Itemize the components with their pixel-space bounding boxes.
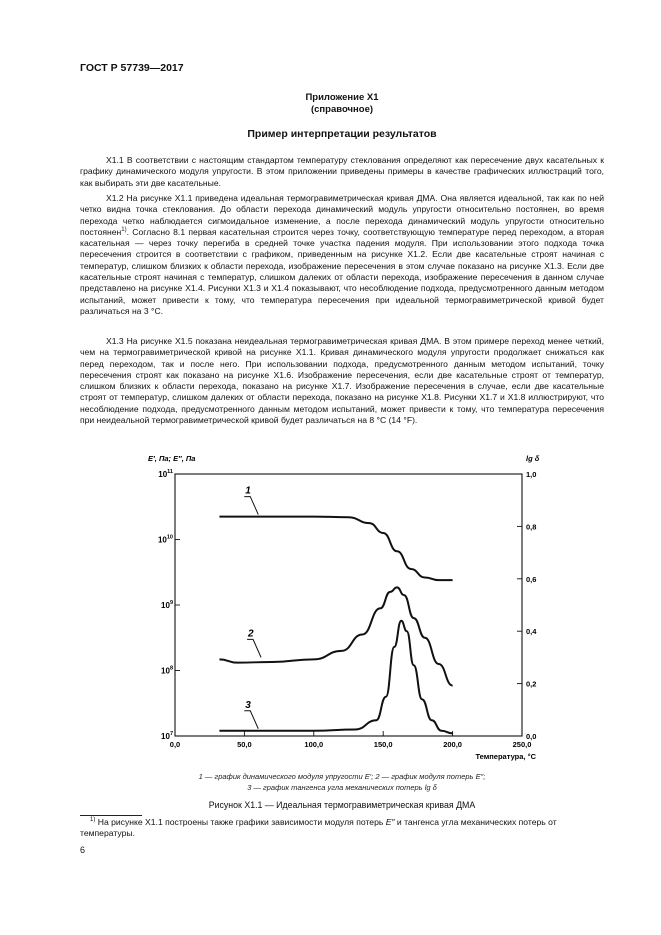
x-axis-label: Температура, °С bbox=[475, 752, 536, 761]
series-3-line bbox=[219, 621, 452, 734]
footnote-divider bbox=[80, 815, 142, 816]
page-number: 6 bbox=[80, 845, 86, 855]
series-3-leader bbox=[244, 711, 258, 729]
paragraph-x1-3: Х1.3 На рисунке Х1.5 показана неидеальная термогравиметрическая кривая ДМА. В этом примере переход менее четкий, чем на термогравиметрической кривой на рисунке Х1.1. Кривая динамического модуля упругости продолжает снижаться как перед переходом, так и после него. При использовании подхода, предусмотренного данным методом испытаний, точку пересечения строят как показано на рисунке Х1.6. Изображение пересечения, если две касательные строят от температур, слишком близких к области перехода, показано на рисунке Х1.7. Изображение пересечения в случае, если две касательные строят от температур, слишком далеких от области перехода, показано на рисунке Х1.8. Рисунки Х1.7 и Х1.8 иллюстрируют, что несоблюдение подхода, предусмотренного данным методом испытаний, может привести к тому, что температура пересечения при неидеальной термогравиметрической кривой будет различаться на 8 °С (14 °F). bbox=[80, 336, 604, 426]
figure-legend-line1: 1 — график динамического модуля упругости E′; 2 — график модуля потерь E″; bbox=[198, 772, 486, 781]
y-left-tick-label: $10^8$ bbox=[161, 665, 173, 676]
series-2-leader bbox=[247, 639, 261, 657]
figure-legend-line2: 3 — график тангенса угла механических потерь lg δ bbox=[247, 783, 437, 792]
y-right-tick-label: 0,0 bbox=[526, 732, 537, 741]
section-title: Пример интерпретации результатов bbox=[247, 128, 437, 140]
x-tick-label: 0,0 bbox=[169, 740, 181, 749]
y-right-tick-label: 0,6 bbox=[526, 574, 537, 584]
series-1-line bbox=[219, 517, 452, 581]
footnote-reference[interactable]: 1) bbox=[121, 227, 127, 234]
y-left-axis-label: E′, Па; E″, Па bbox=[148, 454, 196, 463]
y-right-tick-label: 1,0 bbox=[526, 470, 537, 479]
series-2-line bbox=[219, 587, 452, 685]
figure-caption: Рисунок Х1.1 — Идеальная термогравиметрическая кривая ДМА bbox=[208, 800, 476, 810]
y-left-tick-label: $10^{10}$ bbox=[157, 534, 173, 545]
y-right-tick-label: 0,4 bbox=[526, 627, 537, 637]
paragraph-x1-2-part1: Х1.2 На рисунке Х1.1 приведена идеальная термогравиметрическая кривая ДМА. Она является идеальной, так как по ней четко видна точка стеклования. До области перехода динамический модуль упругости относительно постоянен, во время перехода четко наблюдается сигмоидальное изменение, а после перехода динамический модуль упругости относительно постоянен bbox=[80, 193, 604, 237]
series-1-label: 1 bbox=[245, 485, 251, 497]
annex-title: Приложение Х1 bbox=[305, 92, 379, 103]
x-tick-label: 100,0 bbox=[304, 740, 324, 749]
y-right-axis-label: lg δ bbox=[526, 454, 540, 463]
series-1-leader bbox=[244, 497, 258, 515]
annex-subtitle: (справочное) bbox=[310, 104, 374, 115]
paragraph-x1-2 bbox=[80, 193, 604, 317]
y-left-tick-label: $10^9$ bbox=[161, 600, 173, 610]
footnote-marker: 1) bbox=[90, 817, 96, 824]
document-code: ГОСТ Р 57739—2017 bbox=[80, 62, 184, 74]
dma-chart bbox=[130, 448, 550, 774]
y-left-tick-label: $10^{11}$ bbox=[158, 469, 173, 479]
x-tick-label: 50,0 bbox=[237, 740, 252, 749]
plot-frame bbox=[175, 474, 522, 736]
x-tick-label: 200,0 bbox=[443, 740, 462, 749]
paragraph-x1-1: Х1.1 В соответствии с настоящим стандартом температуру стеклования определяют как пересечение двух касательных к графику динамического модуля упругости. В этом приложении приведены примеры в качестве графических иллюстраций того, как выбирать эти две касательные. bbox=[80, 155, 604, 188]
y-right-tick-label: 0,2 bbox=[526, 679, 537, 689]
series-2-label: 2 bbox=[248, 628, 254, 640]
x-tick-label: 250,0 bbox=[512, 740, 532, 749]
series-3-label: 3 bbox=[245, 699, 251, 711]
y-left-tick-label: $10^7$ bbox=[161, 731, 173, 741]
paragraph-x1-2-part2: . Согласно 8.1 первая касательная строится через точку, соответствующую температуре перед переходом, а вторая касательная — через точку перегиба в средней точке участка падения модуля. При использовании этого подхода точка пересечения строится в соответствии с графиком, приведенным на рисунке Х1.2. Если две касательные строят начиная с температур, слишком близких к области перехода, изображение пересечения в этом случае показано на рисунке Х1.3. Если две касательные строят начиная с температур, слишком далеких от области перехода, изображение пересечения в данном случае представлено на рисунке Х1.4. Рисунки Х1.3 и Х1.4 показывают, что несоблюдение подхода, предусмотренного данным методом испытаний, может привести к тому, что температура пересечения при идеальной термогравиметрической кривой будет различаться на 3 °С. bbox=[80, 226, 604, 316]
y-right-tick-label: 0,8 bbox=[526, 522, 537, 532]
footnote: $^{1)}$ На рисунке Х1.1 построены также графики зависимости модуля потерь E″ и тангенса угла механических потерь от температуры. bbox=[80, 817, 557, 839]
x-tick-label: 150,0 bbox=[373, 740, 393, 749]
